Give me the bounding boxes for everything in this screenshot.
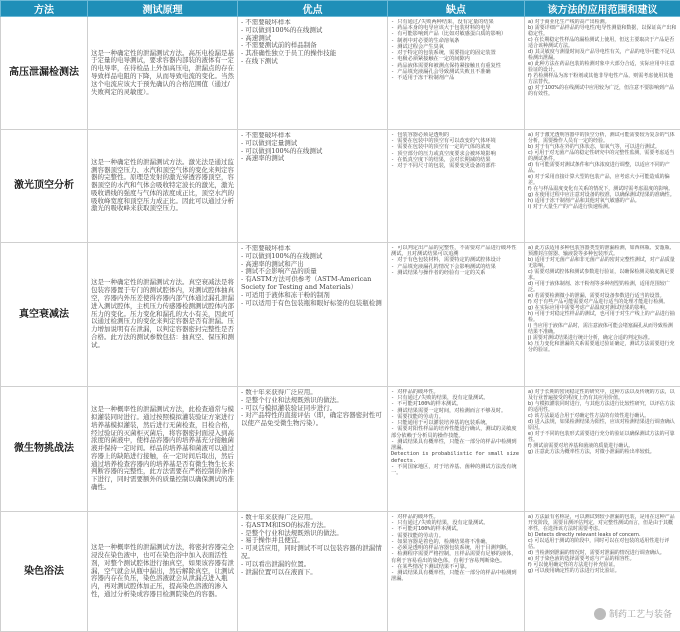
advantage-item: - 数十年来获得广泛应用。: [241, 389, 384, 397]
application-item: d) 可用于液体制剂、冻干粉剂等多种剂型的检测，适用范围较广泛。: [528, 281, 677, 293]
table-row: [1, 512, 680, 632]
advantage-item: - 测试不会影响产品的质量: [241, 268, 384, 276]
application-item: g) 在实际应用中需要考虑产品温度对测试结果的影响。: [528, 305, 677, 311]
disadvantage-item: - 需要技能的劳动力。: [391, 533, 521, 539]
application-item: b) 需要详细产品样品的导电性/电导性测量和数据，以保证高产出和稳定性。: [528, 25, 677, 37]
disadvantages-cell: [388, 387, 525, 512]
advantage-item: - 是整个行业和法规既熟识的做法。: [241, 530, 384, 538]
disadvantage-item: - 只能通用于可以灌装培养基的包装系统。: [391, 420, 521, 426]
table-row: [1, 130, 680, 243]
application-item: c) 可以适用于测试的阶段中，同时可以在对包装的适用性进行评估。: [528, 538, 677, 550]
application-item: d) 有可能需要对测试条件和气体浓度进行调整，以适应不同的产品。: [528, 162, 677, 174]
disadvantages-cell: [388, 17, 525, 130]
advantage-item: - 其准确性独立于员工的操作技能: [241, 50, 384, 58]
wechat-logo-icon: [594, 608, 606, 620]
advantage-item: - 在线下测试: [241, 58, 384, 66]
disadvantage-item: - 不同国家地区，对于培养基、菌种的测试方法没有统一。: [391, 464, 521, 476]
advantage-item: - 高速率的测试: [241, 155, 384, 163]
disadvantage-item: - 产品填充液漏孔的情况下会影响测试的结果: [391, 264, 521, 270]
advantage-item: - 不需要破坏样本: [241, 19, 384, 27]
disadvantages-cell: [388, 243, 525, 387]
disadvantage-item: - 需要在包装中的顶空有一定的气体的浓度: [391, 144, 521, 150]
application-item: a) 对于激光透明容器中的顶空分析，测试可能需要较为复杂的气体分析，需要操作人员有一定的经验。: [528, 132, 677, 144]
application-item: a) 此方法适用多种包装容器类型的泄漏检测，如西林瓶、安瓿瓶、预灌封注射器、输液袋等多种包装形式。: [528, 245, 677, 257]
application-item: f) 对于有些产品可能需要对产品进行适当的处理才能进行检测。: [528, 299, 677, 305]
disadvantage-item: - 对样品的破坏性。: [391, 389, 521, 395]
method-name: 微生物挑战法: [1, 387, 88, 512]
disadvantage-item: - 不适用于冻干粉制剂产品: [391, 75, 521, 81]
disadvantage-item: - 对于不同尺寸的包装，需要变更设备的部件: [391, 163, 521, 169]
disadvantage-item: - 产品填充液漏孔会导致测试失败且不准确: [391, 69, 521, 75]
disadvantage-item: - 需要对阳性样品的培养性能进行确认，测试的灵敏度部分依赖于分析员的操作技能。: [391, 426, 521, 438]
header-application: 该方法的应用范围和建议: [525, 1, 680, 17]
application-item: j) 需要对测试结果进行统计分析，确定合适的判定标准。: [528, 335, 677, 341]
advantages-cell: [238, 243, 388, 387]
application-item: c) 在长期稳定性样品的漏检测试上使用，但这主要取决于产品是否适合该种测试方法。: [528, 37, 677, 49]
watermark: [594, 607, 672, 620]
header-disadvantages: 缺点: [388, 1, 525, 17]
disadvantages-cell: [388, 130, 525, 243]
disadvantage-item: - 对于有色包装材料，需要特定的测试腔体设计: [391, 257, 521, 263]
disadvantage-item: - 需要技能的劳动力。: [391, 414, 521, 420]
application-cell: [525, 130, 680, 243]
application-item: k) 压力变化和泄漏的关系需要通过验证确定，测试方法需要进行充分的验证。: [528, 341, 677, 353]
disadvantage-item: - 电极必须紧接触在一定的间隙内: [391, 56, 521, 62]
disadvantage-item: - 包装容器必须是透明的: [391, 132, 521, 138]
application-item: a) 对于商业化生产线的高产出检测。: [528, 19, 677, 25]
advantage-item: - 易于操作并且便宜。: [241, 537, 384, 545]
method-name: 染色浴法: [1, 512, 88, 632]
method-name: 激光顶空分析: [1, 130, 88, 243]
method-name: 高压泄漏检测法: [1, 17, 88, 130]
application-item: g) 可以使用确定性的方法进行对比验证。: [528, 568, 677, 574]
method-name: 真空衰减法: [1, 243, 88, 387]
application-item: g) 在使用过程中应注意对设备的校准，以确保测试结果的准确性。: [528, 192, 677, 198]
advantage-item: - 可以做到100%的在线测试: [241, 253, 384, 261]
application-item: d) 当检测到泄漏的情况时，需要对泄漏的情况进行调查确认。: [528, 550, 677, 556]
advantage-item: - 可以做到100%的在线测试: [241, 148, 384, 156]
principle-cell: 这是一种确定性的泄漏测试方法。真空衰减法是将包装容器置于专门的测试腔体内，对测试腔体抽真空，容器内外压差使得容器内部气体通过漏孔泄漏进入测试腔体，主机压力传感器检测测试腔体内部压力的变化。压力变化和漏孔的大小有关，因此可以通过检测压力的变化来判定容器是否有泄漏。压力增加说明有在泄漏，以判定容器密封完整性是否合格。此方法的测试参数包括：抽真空、保压和测试。: [88, 243, 238, 387]
application-item: i) 当应用于液体产品时，需注意液体可能会堵塞漏孔从而导致检测结果不准确。: [528, 323, 677, 335]
disadvantage-item: - 不可能对100%的样本测试。: [391, 526, 521, 532]
disadvantage-item: - 药品液体需要和被测点保持紧接触且有重复性: [391, 63, 521, 69]
application-item: f) 若检测样品为冻干粉剂或其他非导电性产品，则需考虑使用其他方法替代。: [528, 73, 677, 85]
disadvantage-item: - 需要在包装中的顶空有可以改变的气体环境: [391, 138, 521, 144]
advantage-item: - 有ASTM方法可供参考（ASTM-American Society for Testing and Materials）: [241, 276, 384, 292]
principle-cell: 这是一种概率性的泄漏测试方法，此检查通常与模拟灌装同时进行。通过按照模拟灌装验证方案进行培养基模拟灌装，然后进行无菌检查，目检合格，经过验证的灭菌柜灭菌后，将容器密封面浸入到高浓度的菌液中，使样品容器内的培养基充分接触菌液并保持一定时间。样品的培养基和菌液可以通过容器上的缺陷进行接触，在一定时间后取出，然后通过培养检查容器内的培养基是否有微生物生长来判断容器的完整性，此方法需要在严格控制的条件下进行，同时需要额外的质量控制以确保测试的准确性。: [88, 387, 238, 512]
application-item: e) 对于染色液的选择需要考虑与产品的相容性。: [528, 556, 677, 562]
advantage-item: - 可以与模拟灌装验证同步进行。: [241, 405, 384, 413]
disadvantage-item: - 只有通过/失败的结果，没有定量测试。: [391, 395, 521, 401]
disadvantage-item: - 测试结果与操作者的经验有一定的关系: [391, 270, 521, 276]
application-cell: [525, 387, 680, 512]
disadvantage-item: - 必须是透明的样品容器包装系统，用于目测判断。: [391, 545, 521, 551]
disadvantage-item: - 只有通过/失败的结果，没有定量测试。: [391, 520, 521, 526]
application-item: d) 进入法规，如果检测结果为阳性，应该对检测结果进行调查确认原因。: [528, 419, 677, 431]
application-item: b) 对于有气体在外的气体状态，如氧气等，可以进行测试。: [528, 144, 677, 150]
application-item: b) Detects directly relevant leaks of concern.: [528, 532, 677, 538]
advantage-item: - 泄漏位置可以在液面下。: [241, 569, 384, 577]
application-item: h) 可用于对稳定性样品的测试，也可用于对生产线上的产品进行抽检。: [528, 311, 677, 323]
disadvantage-item: - 测试结果具有概率性，只能在一部分的样品中检测到泄漏。: [391, 570, 521, 582]
advantage-item: - 不需要破坏样本: [241, 132, 384, 140]
application-item: a) 方法最有名称是，可以测试到较小泄漏的包装，是用在这种产品开发阶段，需要目测评估判定，对完整性测试而言，但是由于其概率性，在选择该方法时需要考虑。: [528, 514, 677, 532]
advantage-item: - 数十年来获得广泛应用。: [241, 514, 384, 522]
advantage-item: - 可灵活应用，同时测试不可以包装容器的泄漏情况。: [241, 545, 384, 561]
advantage-item: - 对产品特性的直接评估（即，确定容器密封性可以使产品免受微生物污染）。: [241, 412, 384, 428]
application-cell: [525, 243, 680, 387]
advantage-item: - 高速率的测试和产出: [241, 261, 384, 269]
advantage-item: - 高速测试: [241, 35, 384, 43]
principle-cell: 这是一种概率性的泄漏测试方法，将密封容器完全浸没在染色液中，也可在染色浴中加入表面活性剂，对整个测试腔体进行抽真空，如果该容器有泄漏，空气就会从瓶中漏出，然后解除真空，让测试容器内存在负压，染色溶液就会从泄漏点进入瓶内，再对测试腔体加正压，提高染色溶液的渗入性，通过分析染成容器目检测院染色的容器。: [88, 512, 238, 632]
application-item: e) 对于采用直接计算大型的包装产品，应考虑大小可能造成的偏差。: [528, 174, 677, 186]
application-cell: [525, 17, 680, 130]
table-row: [1, 387, 680, 512]
application-item: e) 对于不同的包装形式需要进行充分的验证以确保测试方法的可靠性。: [528, 431, 677, 443]
application-item: f) 测试前需要对培养基和菌液的质量进行确认。: [528, 443, 677, 449]
disadvantage-item: - 在某些情况下测试结果不可靠。: [391, 564, 521, 570]
table-row: [1, 17, 680, 130]
application-item: b) 与模拟灌装同时进行，与其他方法进行比较性研究，以评估方法的适用性。: [528, 401, 677, 413]
disadvantage-item: - 药品本身的电导应该大于包装材料的电导: [391, 25, 521, 31]
header-principle: 测试原理: [88, 1, 238, 17]
disadvantage-item: - 检测程序需要严格控制，且样品需要有足够的液体，有利于容易看出的染色体，有利于容易判断染色。: [391, 551, 521, 563]
application-item: c) 该方法最适合用于对确定性方法的有效性进行确认。: [528, 413, 677, 419]
application-item: f) 可以使用确定性的方法进行补充验证。: [528, 562, 677, 568]
disadvantage-item: - 对于特定的包装系统，需要指定的固定装置: [391, 50, 521, 56]
header-method: 方法: [1, 1, 88, 17]
disadvantage-item: - 可以判定出产品的完整性，不需要对产品进行破坏性测试，且对测试结果可以追溯: [391, 245, 521, 257]
application-item: e) 若需要检测微小的泄漏，需要对设备参数进行适当的设置。: [528, 293, 677, 299]
application-item: g) 注意此方法为概率性方法，对微小泄漏的检出率较低。: [528, 449, 677, 455]
advantage-item: - 可以适用于有色包装瓶和眼好标签的包装瓶检测: [241, 300, 384, 308]
advantage-item: - 可适用于液体和冻干粉的制剂: [241, 292, 384, 300]
watermark-text: 制药工艺与装备: [609, 607, 672, 620]
advantage-item: - 不需要破坏样本: [241, 245, 384, 253]
disadvantage-item: - 测试结果需要一定时间，对检测而言不够及时。: [391, 408, 521, 414]
principle-cell: 这是一种确定性的泄漏测试方法。激光法是通过监测容器顶空压力、水汽和顶空气体的变化来判定容器的完整性。原理是发射的激光穿透容器顶空，容器顶空的水汽和气体会吸收特定波长的激光，激光吸收谱线的强度与气体的浓度成正比，顶空水汽的吸收峰宽度和顶空压力成正比。因此可以通过分析激光的吸收峰来获取顶空压力。: [88, 130, 238, 243]
header-advantages: 优点: [238, 1, 388, 17]
application-item: c) 需要对测试腔体和测试参数进行验证，以确保检测灵敏度满足要求。: [528, 269, 677, 281]
advantages-cell: [238, 387, 388, 512]
application-item: h) 适用于冻干制剂产品和其他对氧气敏感的产品。: [528, 198, 677, 204]
advantages-cell: [238, 512, 388, 632]
application-item: d) 其灵敏度与测量时间及产品导电性有关，产品的电导可能不足以检测出泄漏。: [528, 49, 677, 61]
advantages-cell: [238, 17, 388, 130]
application-item: e) 此种方法在药品包装的检测对象中大部分合适，实际应用中注意验证的设计。: [528, 61, 677, 73]
advantage-item: - 可以看出泄漏的位置。: [241, 561, 384, 569]
disadvantage-item: - 不可能对100%的样本测试。: [391, 401, 521, 407]
disadvantage-item: - 测试过程会产生臭氧: [391, 44, 521, 50]
table-row: [1, 243, 680, 387]
disadvantage-item: - 制剂中对必要的生命溶氧条: [391, 38, 521, 44]
advantage-item: - 是整个行业和法规既熟识的做法。: [241, 397, 384, 405]
disadvantage-item: - 有可能影响到产品（比如对敏感蛋白质的影响）: [391, 31, 521, 37]
disadvantage-item: - 在低真空度下的结果，会对长期减的结果: [391, 157, 521, 163]
application-item: c) 可用于对无菌产品的稳定性研究中的完整性监测，需要考虑适当的测试条件。: [528, 150, 677, 162]
disadvantage-item: - 测试结果具有概率性，只能在一部分的样品中检测到泄漏。: [391, 439, 521, 451]
advantage-item: - 有ASTM和ISO的标准方法。: [241, 522, 384, 530]
disadvantage-item: - 只有通过/失败两种结果，没有定量的结果: [391, 19, 521, 25]
disadvantages-cell: [388, 512, 525, 632]
application-item: b) 适用于对无菌产品和非无菌产品的密封完整性测试，对产品质量无影响。: [528, 257, 677, 269]
application-item: i) 对于大量生产的产品进行快速检测。: [528, 204, 677, 210]
advantage-item: - 可以做到定量测试: [241, 140, 384, 148]
header-row: [1, 1, 680, 17]
disadvantage-item: Detection is probabilistic for small size defects.: [391, 451, 521, 463]
advantage-item: - 可以做到100%的在线测试: [241, 27, 384, 35]
disadvantage-item: - 如果容器是着色的，检测结果将不准确。: [391, 539, 521, 545]
application-item: g) 对于100%的在线测试中应用较为广泛，但注意不要影响到产品的有效性。: [528, 85, 677, 97]
disadvantage-item: - 对样品的破坏性。: [391, 514, 521, 520]
advantages-cell: [238, 130, 388, 243]
disadvantage-item: - 顶空部分的压力或真空度要求会被环境影响: [391, 151, 521, 157]
application-item: f) 在与样品温度变化有关系的情况下，测试时需考虑温度的影响。: [528, 186, 677, 192]
advantage-item: - 不需要测试前的样品制备: [241, 42, 384, 50]
principle-cell: 这是一种确定性的泄漏测试方法。高压电检漏是基于定量的电导测试，要求容器内部装的液体有一定的电导率，在待检品上外加高压电，泄漏点的存在导致样品电阻的下降，从而导致电流的变化。当然这个电流应该大于预先确认的合格范围值（通过/失败判定的灵敏度）。: [88, 17, 238, 130]
application-item: a) 对于长期的密闭稳定性的研究中，这种方法以及传统的方法，以及行业普遍接受的程度上仍有其应用价值。: [528, 389, 677, 401]
